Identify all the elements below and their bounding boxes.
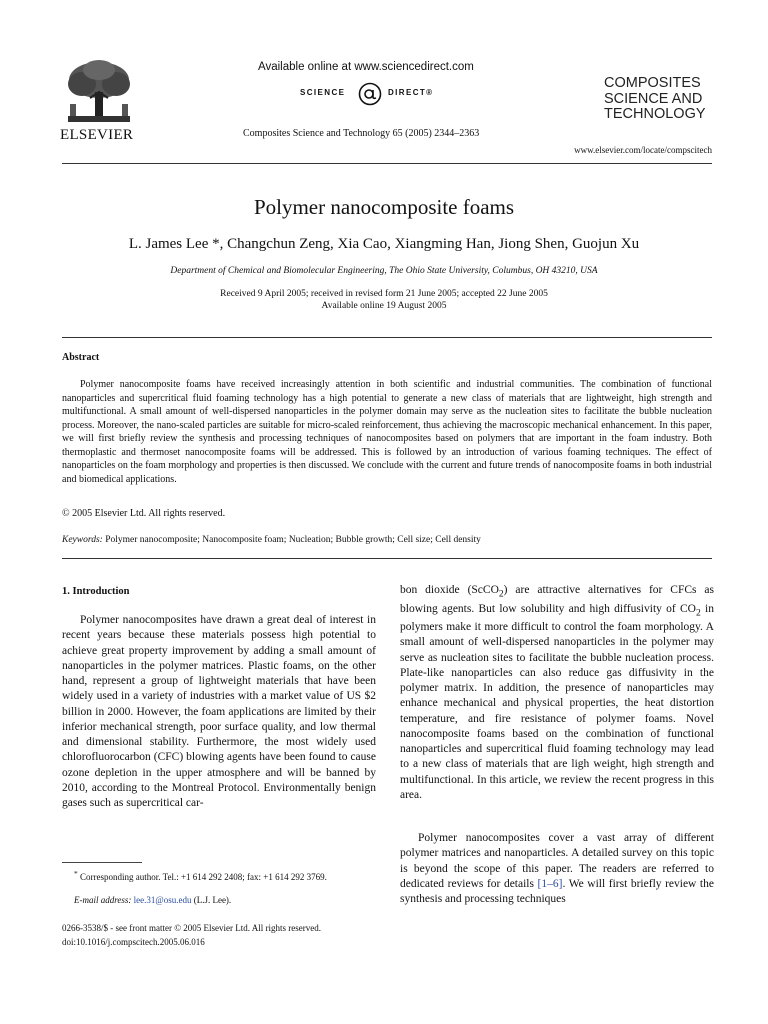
email-suffix: (L.J. Lee). bbox=[191, 895, 232, 905]
elsevier-tree-icon bbox=[62, 58, 136, 126]
available-online-text[interactable]: Available online at www.sciencedirect.com bbox=[258, 61, 474, 73]
subscript: 2 bbox=[498, 588, 504, 600]
email-label: E-mail address: bbox=[74, 895, 132, 905]
journal-citation: Composites Science and Technology 65 (2005) 2344–2363 bbox=[243, 128, 480, 139]
sd-science-text: SCIENCE bbox=[300, 88, 346, 97]
publisher-name: ELSEVIER bbox=[60, 127, 134, 143]
abstract-body: Polymer nanocomposite foams have received increasingly attention in both scientific and industrial communities. The combination of functional nanoparticles and supercritical fluid foaming technology has a high potential to generate a new class of materials that are lightweight, high strength and multifunctional. A small amount of well-dispersed nanoparticles in the polymer domain may serve as the nucleation sites to facilitate the bubble nucleation process. Moreover, the nano-scaled particles are suitable for micro-scaled reinforcement, thus achieving the macroscopic mechanical enhancement. In this paper, we will first briefly review the synthesis and processing techniques of nanocomposites based on polymers that are important in the foam industry. Both thermoplastic and thermoset nanocomposite foams will be addressed. This is followed by an introduction of various foaming techniques. The effect of nanoparticles on the foam morphology and properties is then discussed. We conclude with the current and future trends of nanocomposite foams in both industrial and biomedical applications. bbox=[62, 379, 712, 485]
text-run: Polymer nanocomposites cover a vast array of different polymer matrices and nanoparticles. A detailed survey on this topic is beyond the scope of this paper. The readers are referred to dedicated reviews for details bbox=[400, 832, 714, 890]
issn-line: 0266-3538/$ - see front matter © 2005 Elsevier Ltd. All rights reserved. bbox=[62, 923, 322, 933]
intro-paragraph-3 bbox=[400, 831, 714, 907]
footnote-corresponding-text: Corresponding author. Tel.: +1 614 292 2408; fax: +1 614 292 3769. bbox=[80, 872, 327, 882]
affiliation: Department of Chemical and Biomolecular Engineering, The Ohio State University, Columbus, OH 43210, USA bbox=[170, 266, 598, 276]
article-title: Polymer nanocomposite foams bbox=[253, 195, 515, 219]
title-divider bbox=[62, 337, 712, 338]
footnote-email bbox=[62, 894, 376, 906]
doi-line[interactable]: doi:10.1016/j.compscitech.2005.06.016 bbox=[62, 937, 205, 947]
journal-title-line: COMPOSITES bbox=[604, 75, 701, 91]
journal-title bbox=[604, 76, 706, 123]
keywords-label: Keywords: bbox=[62, 535, 103, 545]
abstract-heading: Abstract bbox=[62, 352, 100, 363]
keywords bbox=[62, 535, 481, 545]
reference-link[interactable]: [1–6] bbox=[537, 877, 563, 890]
sciencedirect-at-icon bbox=[354, 82, 386, 106]
sciencedirect-logo[interactable] bbox=[300, 82, 450, 106]
section-heading-introduction: 1. Introduction bbox=[62, 586, 130, 597]
header-divider bbox=[62, 163, 712, 164]
author-list: L. James Lee *, Changchun Zeng, Xia Cao, Xiangming Han, Jiong Shen, Guojun Xu bbox=[128, 236, 640, 252]
footnote-divider bbox=[62, 862, 142, 863]
abstract-divider bbox=[62, 558, 712, 559]
text-run: . We will first briefly review the synthesis and processing techniques bbox=[400, 877, 714, 905]
journal-url-link[interactable]: www.elsevier.com/locate/compscitech bbox=[574, 145, 712, 155]
email-link[interactable]: lee.31@osu.edu bbox=[133, 895, 192, 905]
abstract-copyright: © 2005 Elsevier Ltd. All rights reserved. bbox=[62, 508, 226, 519]
text-run: ) are attractive alternatives for CFCs as blowing agents. But low solubility and high diffusivity of CO bbox=[400, 584, 714, 615]
footnote-corresponding bbox=[62, 868, 376, 883]
intro-paragraph-1: Polymer nanocomposites have drawn a great deal of interest in recent years because these materials possess high potential to achieve great property improvement by adding a small amount of nanoparticles in the polymer matrices. Plastic foams, on the other hand, represent a group of lightweight materials that have been widely used in a variety of industries with a market value of US $2 billion in 2000. However, the foam applications are limited by their inferior mechanical strength, poor surface quality, and low thermal and dimensional stability. Furthermore, the most widely used chlorofluorocarbon (CFC) blowing agents have been found to cause ozone depletion in the upper atmosphere and will be banned by 2010, according to the Montreal Protocol. Environmentally benign gases such as supercritical car- bbox=[62, 614, 376, 809]
text-run: in polymers make it more difficult to control the foam morphology. A small amount of well-dispersed nanoparticles in the polymer may serve as nucleation sites to facilitate the bubble nucleation process. Plate-like nanoparticles can also reduce gas diffusivity in the polymer matrix. In addition, the presence of nanoparticles may enhance mechanical and physical properties, the heat distortion temperature, and fire resistance of polymer foams. Novel nanocomposite foams based on the combination of functional nanoparticles and supercritical fluid foaming technology may lead to a new class of materials that are ligh weight, high strength and multifunctional. In this article, we review the recent progress in this area. bbox=[400, 602, 714, 801]
footnote-marker: * bbox=[74, 869, 78, 878]
available-date: Available online 19 August 2005 bbox=[321, 301, 447, 311]
sd-direct-text: DIRECT® bbox=[388, 88, 434, 97]
journal-title-line: SCIENCE AND bbox=[604, 90, 703, 107]
received-dates: Received 9 April 2005; received in revised form 21 June 2005; accepted 22 June 2005 bbox=[220, 289, 548, 299]
keywords-list: Polymer nanocomposite; Nanocomposite foam; Nucleation; Bubble growth; Cell size; Cell density bbox=[105, 535, 481, 545]
text-run: bon dioxide (ScCO bbox=[400, 584, 499, 596]
journal-title-line: TECHNOLOGY bbox=[604, 106, 706, 122]
subscript: 2 bbox=[695, 606, 701, 618]
intro-paragraph-2 bbox=[400, 583, 714, 803]
